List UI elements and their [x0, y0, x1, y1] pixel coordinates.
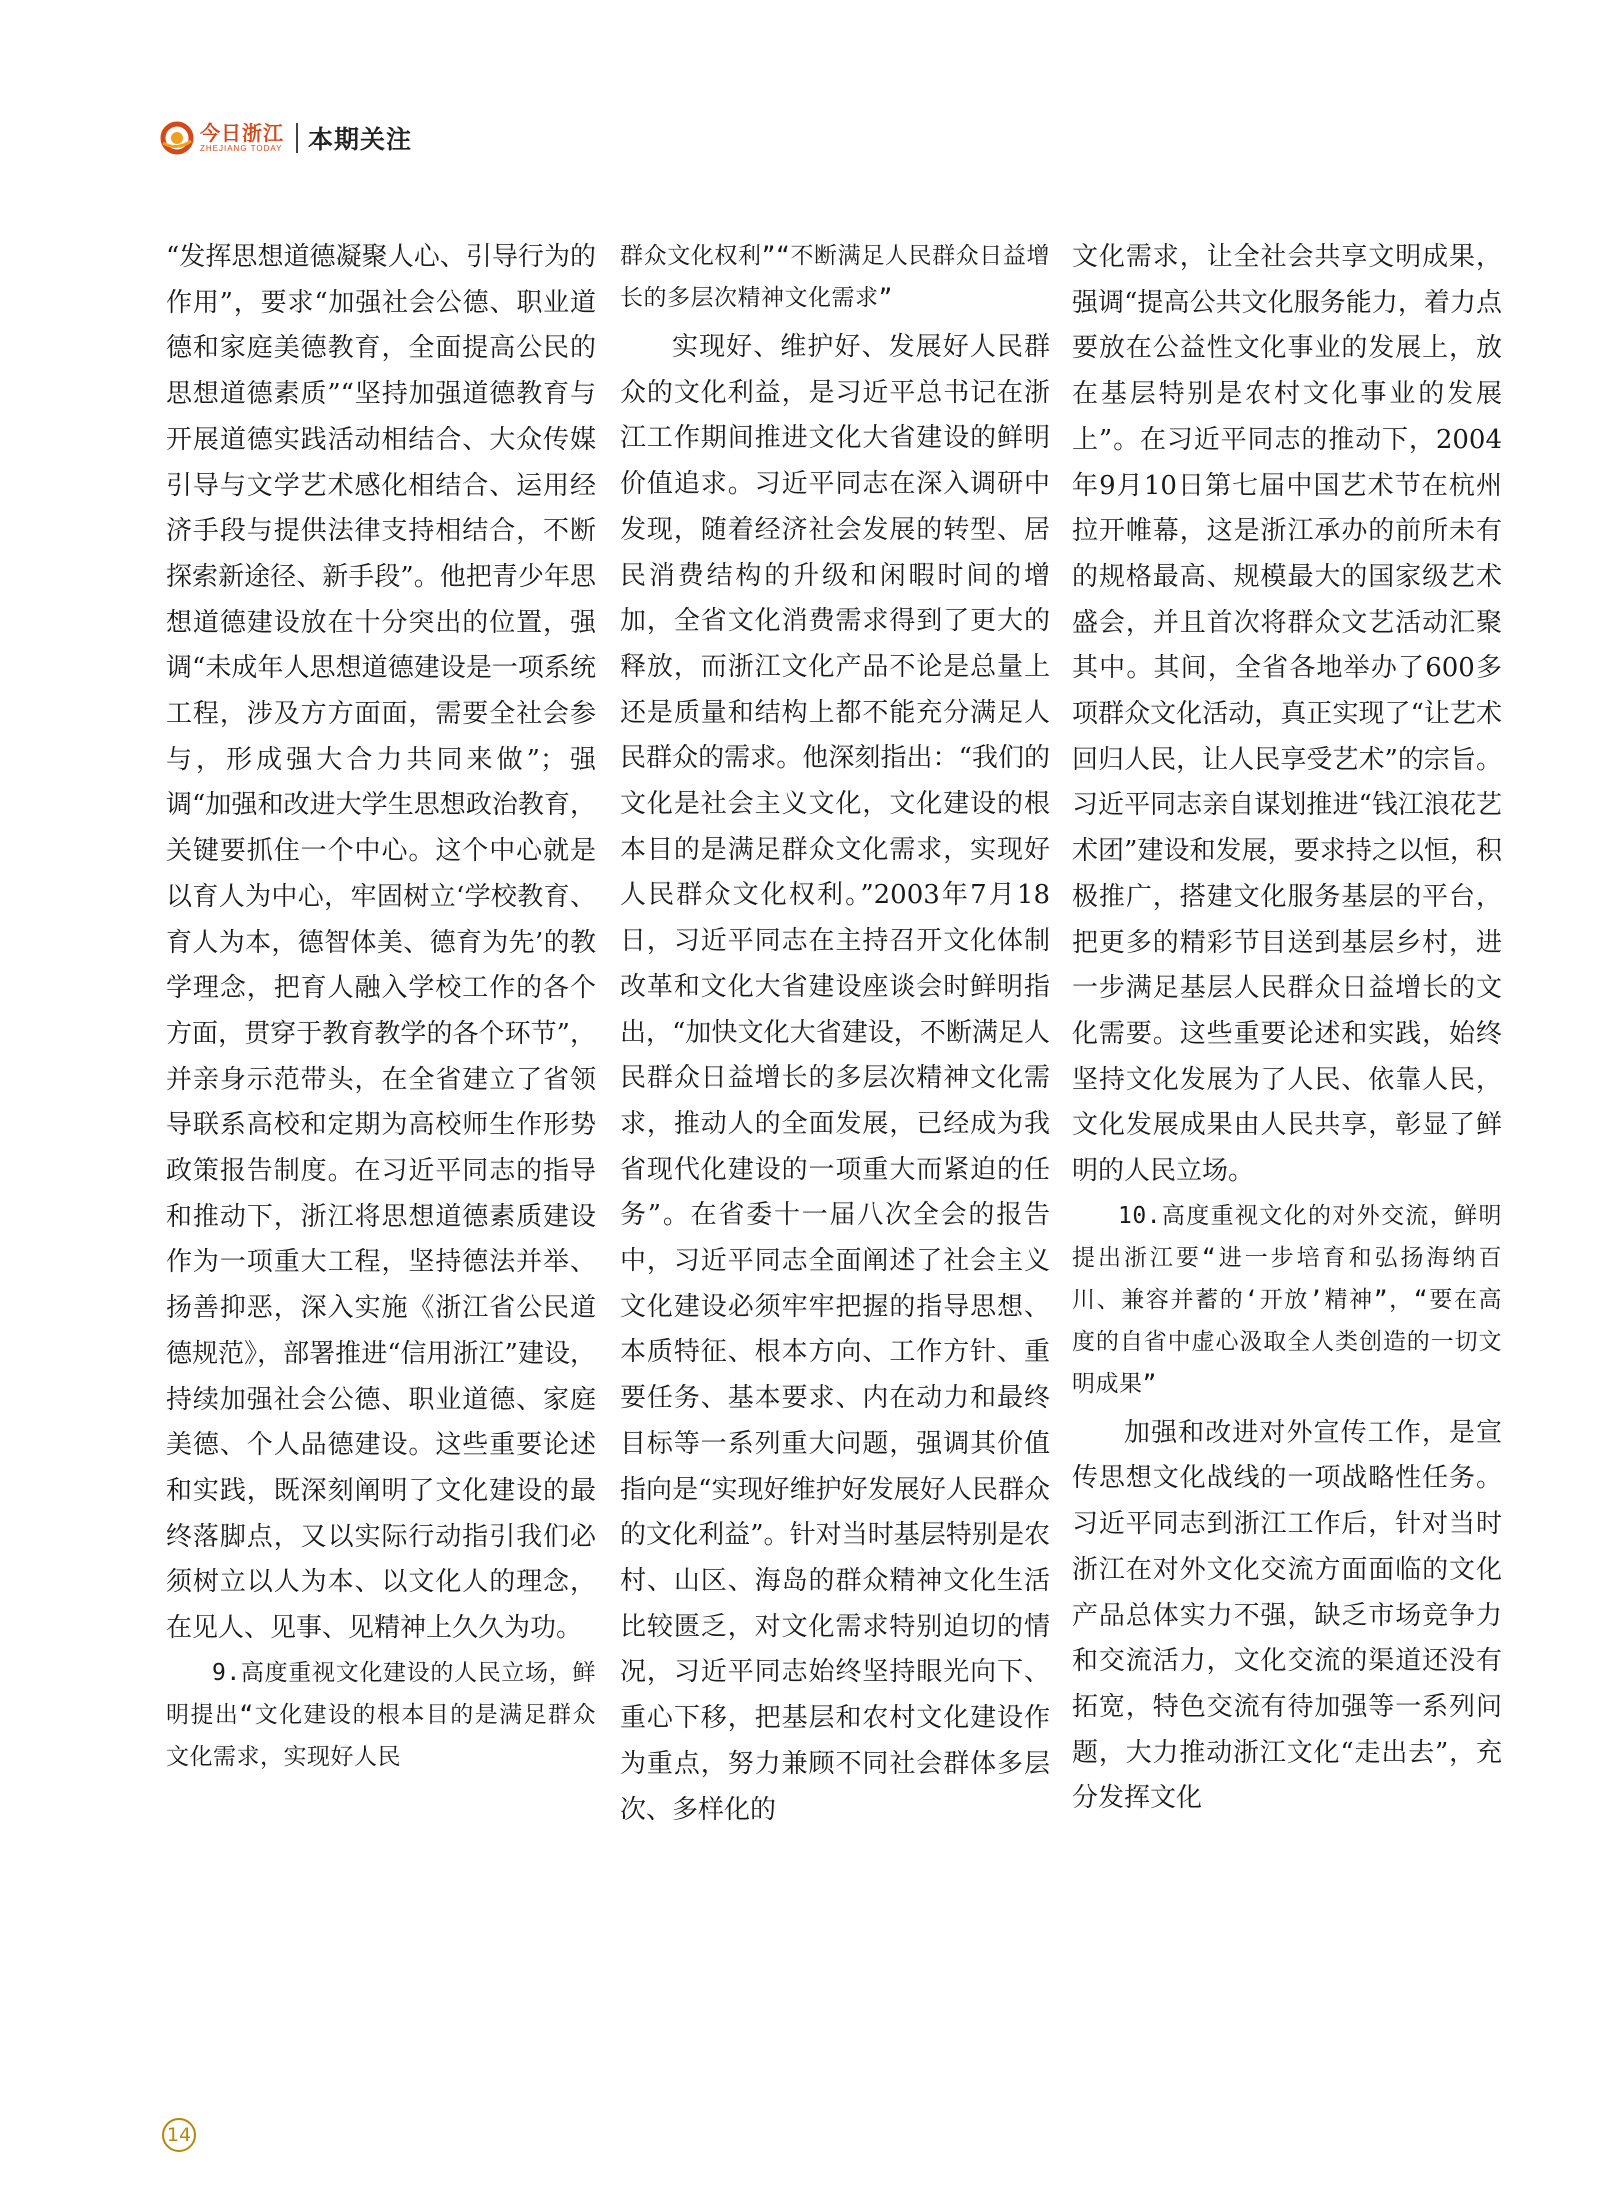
paragraph: 文化需求，让全社会共享文明成果，强调“提高公共文化服务能力，着力点要放在公益性文化事业的发展上，放在基层特别是农村文化事业的发展上”。在习近平同志的推动下，2004年9月10日第七届中国艺术节在杭州拉开帷幕，这是浙江承办的前所未有的规格最高、规模最大的国家级艺术盛会，并且首次将群众文艺活动汇聚其中。其间，全省各地举办了600多项群众文化活动，真正实现了“让艺术回归人民，让人民享受艺术”的宗旨。习近平同志亲自谋划推进“钱江浪花艺术团”建设和发展，要求持之以恒，积极推广，搭建文化服务基层的平台，把更多的精彩节目送到基层乡村，进一步满足基层人民群众日益增长的文化需要。这些重要论述和实践，始终坚持文化发展为了人民、依靠人民，文化发展成果由人民共享，彰显了鲜明的人民立场。	[1072, 242, 1502, 1187]
text-column-1	[166, 235, 596, 1778]
subheading-10: 10.高度重视文化的对外交流，鲜明提出浙江要“进一步培育和弘扬海纳百川、兼容并蓄的‘开放’精神”，“要在高度的自省中虚心汲取全人类创造的一切文明成果”	[1072, 1202, 1502, 1397]
page-header	[160, 118, 412, 158]
paragraph: 实现好、维护好、发展好人民群众的文化利益，是习近平总书记在浙江工作期间推进文化大省建设的鲜明价值追求。习近平同志在深入调研中发现，随着经济社会发展的转型、居民消费结构的升级和闲暇时间的增加，全省文化消费需求得到了更大的释放，而浙江文化产品不论是总量上还是质量和结构上都不能充分满足人民群众的需求。他深刻指出：“我们的文化是社会主义文化，文化建设的根本目的是满足群众文化需求，实现好人民群众文化权利。”2003年7月18日，习近平同志在主持召开文化体制改革和文化大省建设座谈会时鲜明指出，“加快文化大省建设，不断满足人民群众日益增长的多层次精神文化需求，推动人的全面发展，已经成为我省现代化建设的一项重大而紧迫的任务”。在省委十一届八次全会的报告中，习近平同志全面阐述了社会主义文化建设必须牢牢把握的指导思想、本质特征、根本方向、工作方针、重要任务、基本要求、内在动力和最终目标等一系列重大问题，强调其价值指向是“实现好维护好发展好人民群众的文化利益”。针对当时基层特别是农村、山区、海岛的群众精神文化生活比较匮乏，对文化需求特别迫切的情况，习近平同志始终坚持眼光向下、重心下移，把基层和农村文化建设作为重点，努力兼顾不同社会群体多层次、多样化的	[620, 332, 1050, 1825]
section-label: 本期关注	[308, 125, 413, 154]
logo-english: ZHEJIANG TODAY	[200, 144, 283, 153]
logo-text	[200, 123, 284, 153]
header-divider	[296, 123, 298, 153]
logo-icon	[160, 121, 194, 155]
text-column-3	[1072, 235, 1502, 1822]
subheading-9-continued: 群众文化权利”“不断满足人民群众日益增长的多层次精神文化需求”	[620, 243, 1050, 311]
logo-chinese: 今日浙江	[200, 121, 284, 145]
page-number: 14	[162, 2118, 196, 2152]
paragraph: 加强和改进对外宣传工作，是宣传思想文化战线的一项战略性任务。习近平同志到浙江工作后，针对当时浙江在对外文化交流方面面临的文化产品总体实力不强，缺乏市场竞争力和交流活力，文化交流的渠道还没有拓宽，特色交流有待加强等一系列问题，大力推动浙江文化“走出去”，充分发挥文化	[1072, 1417, 1502, 1814]
paragraph: “发挥思想道德凝聚人心、引导行为的作用”，要求“加强社会公德、职业道德和家庭美德教育，全面提高公民的思想道德素质”“坚持加强道德教育与开展道德实践活动相结合、大众传媒引导与文学艺术感化相结合、运用经济手段与提供法律支持相结合，不断探索新途径、新手段”。他把青少年思想道德建设放在十分突出的位置，强调“未成年人思想道德建设是一项系统工程，涉及方方面面，需要全社会参与，形成强大合力共同来做”；强调“加强和改进大学生思想政治教育，关键要抓住一个中心。这个中心就是以育人为中心，牢固树立‘学校教育、育人为本，德智体美、德育为先’的教学理念，把育人融入学校工作的各个方面，贯穿于教育教学的各个环节”，并亲身示范带头，在全省建立了省领导联系高校和定期为高校师生作形势政策报告制度。在习近平同志的指导和推动下，浙江将思想道德素质建设作为一项重大工程，坚持德法并举、扬善抑恶，深入实施《浙江省公民道德规范》，部署推进“信用浙江”建设，持续加强社会公德、职业道德、家庭美德、个人品德建设。这些重要论述和实践，既深刻阐明了文化建设的最终落脚点，又以实际行动指引我们必须树立以人为本、以文化人的理念，在见人、见事、见精神上久久为功。	[166, 242, 596, 1644]
subheading-9: 9.高度重视文化建设的人民立场，鲜明提出“文化建设的根本目的是满足群众文化需求，实现好人民	[166, 1659, 596, 1770]
text-column-2	[620, 235, 1050, 1833]
